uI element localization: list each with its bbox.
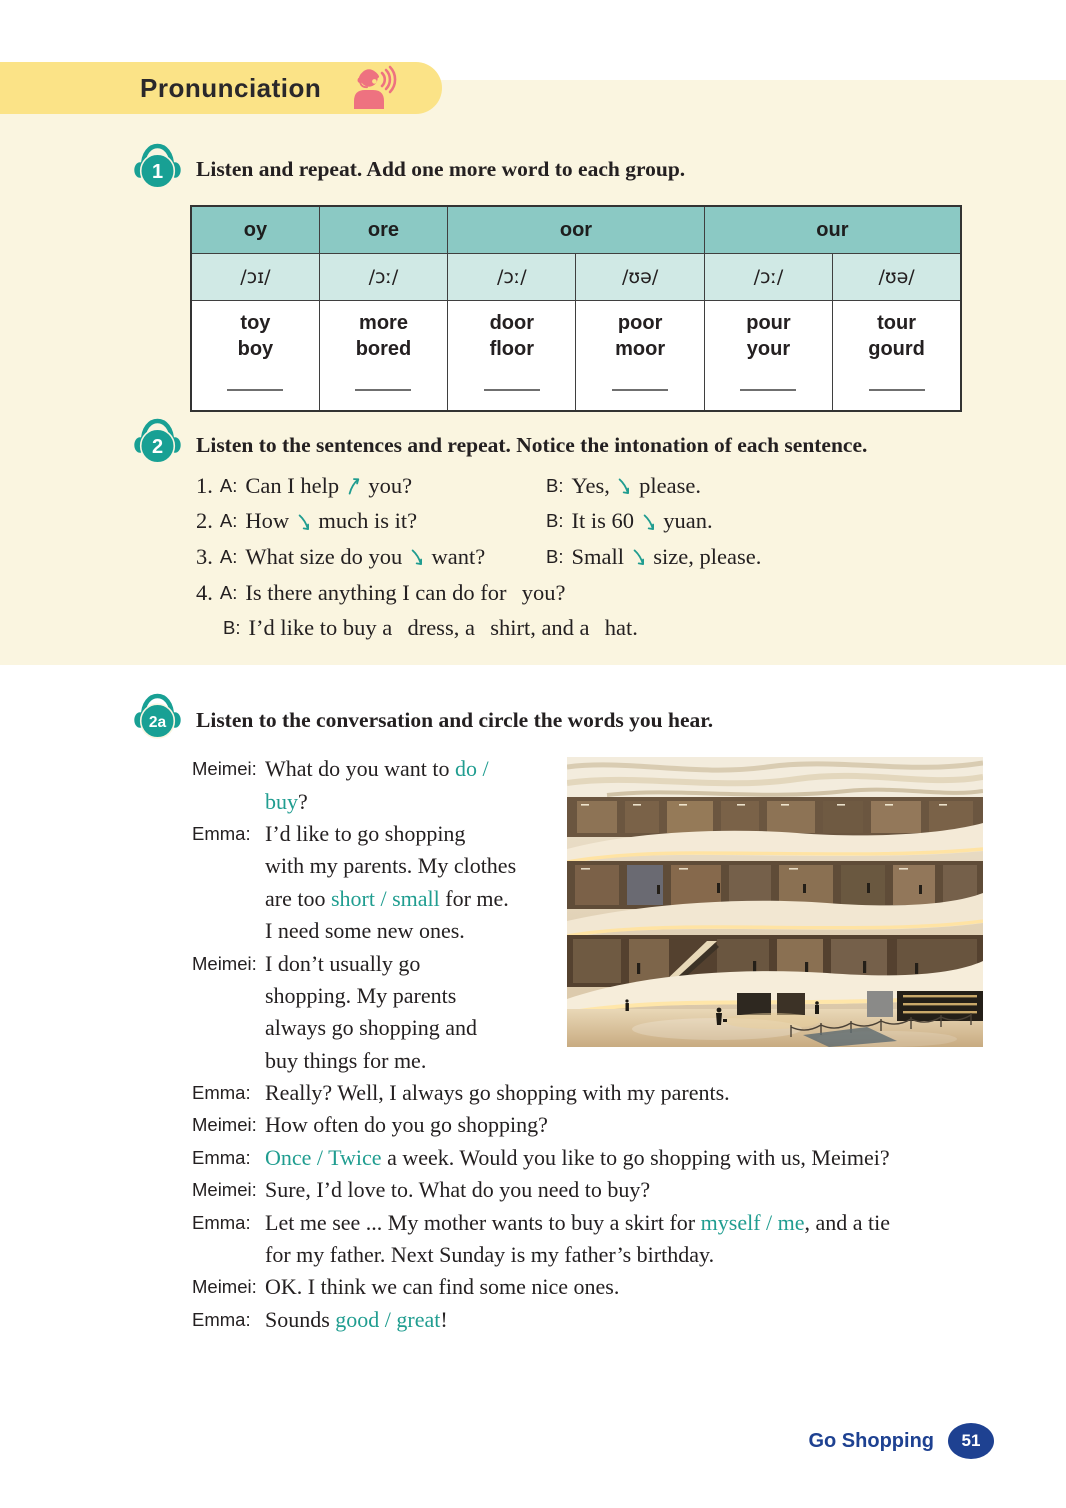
answer-blank[interactable]	[869, 375, 925, 391]
dialog-text	[265, 983, 456, 1009]
text: size, please.	[647, 543, 762, 569]
word: boy	[237, 338, 274, 360]
word-cell	[576, 301, 704, 412]
sentence-a	[223, 615, 638, 641]
dialog-line	[192, 1174, 1004, 1206]
ipa-cell: /ɔː/	[704, 254, 832, 301]
speaker-label: A:	[219, 510, 238, 532]
answer-blank[interactable]	[227, 375, 283, 391]
intonation-sentences	[196, 468, 1016, 646]
group-header-row	[191, 206, 961, 254]
word-cell	[448, 301, 576, 412]
sentence-number: 3.	[196, 543, 213, 569]
answer-blank[interactable]	[355, 375, 411, 391]
speaker-label: B:	[546, 545, 564, 567]
dialog-text	[265, 1242, 714, 1268]
page-number: 51	[961, 1431, 981, 1450]
sentence-b	[546, 508, 1016, 534]
dialog-text	[265, 1274, 619, 1300]
text: you?	[362, 472, 413, 498]
words-row	[191, 301, 961, 412]
word-cell	[704, 301, 832, 412]
text: Really? Well, I always go shopping with my parents.	[265, 1080, 730, 1106]
page-title: Pronunciation	[140, 72, 322, 103]
dialog-text	[265, 1210, 890, 1236]
pronunciation-banner	[0, 62, 442, 114]
activity2-badge	[134, 416, 181, 469]
sentence-row	[196, 610, 1016, 646]
text: for me.	[439, 885, 509, 911]
falling-intonation-icon	[297, 512, 311, 533]
activity2-badge-number: 2	[151, 436, 164, 458]
speaker-label: A:	[219, 581, 238, 603]
activity2a-badge-number: 2a	[148, 714, 167, 731]
dialog-line	[192, 1077, 1004, 1109]
word: floor	[489, 338, 535, 360]
speaker-label: B:	[223, 617, 241, 639]
speaker-name: Emma:	[192, 1211, 251, 1233]
dialog-text	[265, 756, 489, 782]
dialog-line	[192, 1271, 1004, 1303]
text: I don’t usually go	[265, 950, 421, 976]
word: toy	[240, 312, 271, 334]
word: tour	[877, 312, 917, 334]
text: Can I help	[245, 472, 345, 498]
dialog-line	[192, 1142, 1004, 1174]
rising-intonation-icon	[347, 476, 361, 497]
falling-intonation-icon	[617, 476, 631, 497]
ipa-cell: /ɔɪ/	[191, 254, 319, 301]
speaker-headset-icon	[347, 65, 399, 111]
dialog-line	[192, 1239, 1004, 1271]
group-header-our: our	[704, 206, 961, 254]
text: always go shopping and	[265, 1015, 478, 1041]
dialog-text	[265, 853, 516, 879]
text: I need some new ones.	[265, 918, 465, 944]
word-cell	[833, 301, 961, 412]
dialog-line	[192, 1045, 1004, 1077]
page-number-badge	[948, 1423, 994, 1459]
text: please.	[633, 472, 701, 498]
dialog-text	[265, 789, 308, 815]
dialog-text	[265, 918, 465, 944]
text: you?	[516, 579, 566, 605]
answer-blank[interactable]	[740, 375, 796, 391]
text: Sounds	[265, 1306, 336, 1332]
dialog-text	[265, 886, 509, 912]
speaker-name: Emma:	[192, 1308, 251, 1330]
sentence-number: 1.	[196, 472, 213, 498]
speaker-label: B:	[546, 510, 564, 532]
word: moor	[615, 338, 666, 360]
text: How	[245, 508, 295, 534]
dialog-text	[265, 1080, 730, 1106]
text: shirt, and a	[484, 615, 596, 641]
text: OK. I think we can find some nice ones.	[265, 1274, 620, 1300]
dialog-text	[265, 1177, 650, 1203]
text: ?	[298, 788, 308, 814]
word: bored	[355, 338, 412, 360]
sentence-number: 2.	[196, 508, 213, 534]
speaker-label: A:	[219, 545, 238, 567]
activity1-badge	[134, 141, 181, 194]
text: buy things for me.	[265, 1047, 427, 1073]
group-header-ore: ore	[319, 206, 447, 254]
falling-intonation-icon	[410, 547, 424, 568]
speaker-label: A:	[219, 474, 238, 496]
word-cell	[191, 301, 319, 412]
ipa-row	[191, 254, 961, 301]
sentence-row	[196, 539, 1016, 575]
sentence-row	[196, 504, 1016, 540]
word: poor	[617, 312, 663, 334]
dialog-line	[192, 1206, 1004, 1238]
speaker-name: Meimei:	[192, 1114, 257, 1136]
text: What size do you	[245, 543, 408, 569]
ipa-cell: /ɔː/	[448, 254, 576, 301]
text: yuan.	[657, 508, 713, 534]
word: gourd	[868, 338, 925, 360]
text: Small	[571, 543, 630, 569]
circle-choice[interactable]: do /	[455, 756, 489, 782]
speaker-name: Meimei:	[192, 1179, 257, 1201]
dialog-line	[192, 1109, 1004, 1141]
activity2a-badge	[134, 691, 181, 744]
text: a week. Would you like to go shopping with us, Meimei?	[381, 1144, 890, 1170]
circle-choice[interactable]: short / small	[330, 885, 440, 911]
sentence-a	[196, 579, 566, 606]
sentence-b	[546, 544, 1016, 570]
text: dress, a	[401, 615, 481, 641]
text: hat.	[599, 615, 638, 641]
footer	[808, 1423, 994, 1459]
text: Let me see ... My mother wants to buy a skirt for	[265, 1209, 701, 1235]
sentence-a	[196, 544, 546, 570]
answer-blank[interactable]	[612, 375, 668, 391]
dialog-text	[265, 951, 420, 977]
dialog-text	[265, 1145, 890, 1171]
dialog-text	[265, 1048, 426, 1074]
circle-choice[interactable]: buy	[265, 788, 298, 814]
activity1-title: Listen and repeat. Add one more word to each group.	[196, 157, 686, 181]
sentence-a	[196, 473, 546, 499]
dialog-text	[265, 1015, 477, 1041]
circle-choice[interactable]: good / great	[335, 1306, 441, 1332]
activity2a-title: Listen to the conversation and circle the words you hear.	[196, 708, 714, 732]
circle-choice[interactable]: myself / me	[700, 1209, 805, 1235]
text: shopping. My parents	[265, 982, 457, 1008]
speaker-name: Meimei:	[192, 952, 257, 974]
text: with my parents. My clothes	[265, 853, 517, 879]
text: much is it?	[312, 508, 418, 534]
speaker-name: Emma:	[192, 1146, 251, 1168]
text: for my father. Next Sunday is my father’s birthday.	[265, 1242, 715, 1268]
text: What do you want to	[265, 756, 456, 782]
word: pour	[746, 312, 791, 334]
speaker-name: Emma:	[192, 822, 251, 844]
text: I’d like to go shopping	[265, 820, 466, 846]
dialog-text	[265, 1307, 448, 1333]
ipa-cell: /ʊə/	[833, 254, 961, 301]
text: are too	[265, 885, 331, 911]
sentence-a	[196, 508, 546, 534]
text: !	[440, 1306, 448, 1332]
sound-groups-table	[190, 205, 962, 412]
activity1-badge-number: 1	[151, 161, 164, 183]
speaker-name: Meimei:	[192, 1276, 257, 1298]
falling-intonation-icon	[632, 547, 646, 568]
speaker-name: Emma:	[192, 1082, 251, 1104]
text: How often do you go shopping?	[265, 1112, 548, 1138]
sentence-row	[196, 468, 1016, 504]
sentence-number: 4.	[196, 579, 213, 605]
group-header-oy: oy	[191, 206, 319, 254]
text: I’d like to buy a	[248, 615, 398, 641]
dialog-text	[265, 821, 465, 847]
text: It is 60	[571, 508, 640, 534]
word: door	[489, 312, 535, 334]
dialog-text	[265, 1112, 548, 1138]
activity2-title: Listen to the sentences and repeat. Notice the intonation of each sentence.	[196, 433, 868, 457]
sentence-row	[196, 575, 1016, 611]
dialog-line	[192, 1304, 1004, 1336]
text: want?	[425, 543, 486, 569]
answer-blank[interactable]	[484, 375, 540, 391]
ipa-cell: /ʊə/	[576, 254, 704, 301]
text: Is there anything I can do for	[245, 579, 513, 605]
group-header-oor: oor	[448, 206, 705, 254]
text: , and a tie	[804, 1209, 891, 1235]
text: Yes,	[571, 472, 616, 498]
mall-photo	[567, 757, 983, 1047]
word-cell	[319, 301, 447, 412]
circle-choice[interactable]: Once / Twice	[265, 1144, 382, 1170]
word: your	[746, 338, 791, 360]
speaker-name: Meimei:	[192, 758, 257, 780]
unit-title: Go Shopping	[808, 1429, 934, 1452]
word: more	[359, 312, 408, 334]
ipa-cell: /ɔː/	[319, 254, 447, 301]
falling-intonation-icon	[642, 512, 656, 533]
speaker-label: B:	[546, 474, 564, 496]
sentence-b	[546, 473, 1016, 499]
text: Sure, I’d love to. What do you need to buy?	[265, 1177, 651, 1203]
